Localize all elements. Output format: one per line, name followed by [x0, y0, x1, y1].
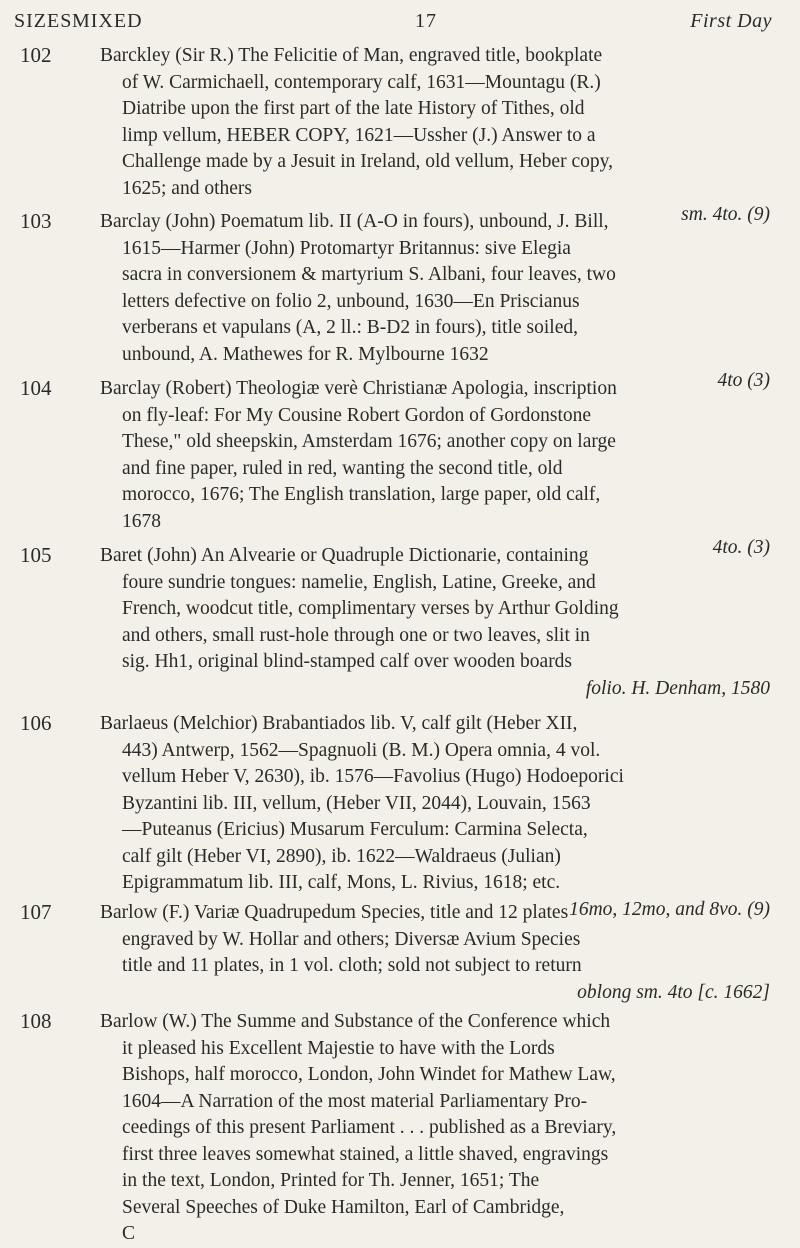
lot-number: 108: [20, 1009, 52, 1033]
lot-line: 1615—Harmer (John) Protomartyr Britannus: sive Elegia: [122, 237, 571, 259]
running-head: [14, 10, 772, 36]
lot-line: 16mo, 12mo, and 8vo. (9): [569, 898, 770, 920]
lot-line: 1604—A Narration of the most material Parliamentary Pro-: [122, 1090, 588, 1112]
lot-line: These," old sheepskin, Amsterdam 1676; another copy on large: [122, 431, 616, 452]
lot-line: Barckley (Sir R.) The Felicitie of Man, engraved title, bookplate: [100, 45, 603, 66]
lot-number: 104: [20, 376, 52, 400]
lot-line: sm. 4to. (9): [681, 204, 770, 225]
lot-line: verberans et vapulans (A, 2 ll.: B-D2 in fours), title soiled,: [122, 317, 578, 338]
lot-entry: [20, 900, 770, 1006]
running-head-sizes: SIZES: [14, 10, 73, 32]
lot-line: Epigrammatum lib. III, calf, Mons, L. Rivius, 1618; etc.: [122, 872, 561, 893]
lot-entry: [20, 1009, 770, 1248]
lot-line: Diatribe upon the first part of the late History of Tithes, old: [122, 98, 585, 119]
running-head-mixed: MIXED: [72, 10, 143, 32]
lot-entry: [20, 43, 770, 229]
lot-line: on fly-leaf: For My Cousine Robert Gordon of Gordonstone: [122, 404, 592, 426]
lot-line: Challenge made by a Jesuit in Ireland, old vellum, Heber copy,: [122, 151, 613, 172]
lot-line: 443) Antwerp, 1562—Spagnuoli (B. M.) Opera omnia, 4 vol.: [122, 739, 601, 761]
lot-entry: [20, 209, 770, 395]
lot-line: Barclay (Robert) Theologiæ verè Christianæ Apologia, inscription: [100, 378, 617, 399]
lot-line: foure sundrie tongues: namelie, English, Latine, Greeke, and: [122, 571, 596, 593]
running-head-day: First Day: [690, 10, 772, 32]
lot-line: calf gilt (Heber VI, 2890), ib. 1622—Waldraeus (Julian): [122, 845, 561, 867]
lot-line: first three leaves somewhat stained, a little shaved, engravings: [122, 1143, 609, 1165]
lot-line: Barclay (John) Poematum lib. II (A-O in fours), unbound, J. Bill,: [100, 211, 609, 232]
lot-line: ceedings of this present Parliament . . . published as a Breviary,: [122, 1117, 617, 1138]
lot-line: C: [122, 1223, 136, 1244]
lot-line: oblong sm. 4to [c. 1662]: [577, 981, 770, 1003]
page-number: 17: [415, 10, 437, 32]
lot-line: it pleased his Excellent Majestie to have with the Lords: [122, 1037, 555, 1059]
lot-description: [100, 900, 770, 1006]
lot-line: title and 11 plates, in 1 vol. cloth; sold not subject to return: [122, 955, 582, 976]
lot-line: —Puteanus (Ericius) Musarum Ferculum: Carmina Selecta,: [122, 819, 588, 840]
lot-number: 102: [20, 43, 52, 67]
lot-line: Byzantini lib. III, vellum, (Heber VII, 2044), Louvain, 1563: [122, 792, 591, 814]
lot-number: 106: [20, 711, 52, 735]
lot-description: [100, 43, 770, 229]
lot-description: [100, 711, 770, 923]
lot-line: Barlaeus (Melchior) Brabantiados lib. V, calf gilt (Heber XII,: [100, 713, 578, 734]
lot-line: letters defective on folio 2, unbound, 1630—En Priscianus: [122, 290, 580, 312]
lot-description: [100, 1009, 770, 1248]
lot-line: 1678: [122, 510, 161, 532]
lot-line: of W. Carmichaell, contemporary calf, 1631—Mountagu (R.): [122, 71, 601, 93]
lot-line: and others, small rust-hole through one or two leaves, slit in: [122, 624, 590, 646]
lot-line: Bishops, half morocco, London, John Windet for Mathew Law,: [122, 1064, 616, 1085]
lot-description: [100, 209, 770, 395]
lot-entry: [20, 711, 770, 923]
lot-description: [100, 376, 770, 562]
lot-line: morocco, 1676; The English translation, large paper, old calf,: [122, 484, 601, 505]
lot-number: 107: [20, 900, 52, 924]
lot-line: folio. H. Denham, 1580: [585, 677, 770, 699]
lot-line: Baret (John) An Alvearie or Quadruple Dictionarie, containing: [100, 545, 589, 566]
lot-line: Several Speeches of Duke Hamilton, Earl of Cambridge,: [122, 1196, 565, 1218]
lot-line: in the text, London, Printed for Th. Jenner, 1651; The: [122, 1170, 540, 1191]
lot-line: 4to (3): [717, 370, 770, 391]
lot-description: [100, 543, 770, 702]
lot-line: and fine paper, ruled in red, wanting the second title, old: [122, 457, 563, 479]
lot-line: vellum Heber V, 2630), ib. 1576—Favolius (Hugo) Hodoeporici: [122, 766, 624, 787]
lot-entry: [20, 376, 770, 562]
lot-line: 4to. (3): [712, 537, 770, 558]
lot-line: engraved by W. Hollar and others; Diversæ Avium Species: [122, 928, 581, 950]
lot-line: sacra in conversionem & martyrium S. Albani, four leaves, two: [122, 264, 616, 285]
lot-line: Barlow (W.) The Summe and Substance of the Conference which: [100, 1011, 611, 1032]
lot-number: 103: [20, 209, 52, 233]
lot-entry: [20, 543, 770, 702]
lot-line: 1625; and others: [122, 177, 252, 199]
lot-line: sig. Hh1, original blind-stamped calf over wooden boards: [122, 651, 573, 672]
lot-line: limp vellum, HEBER COPY, 1621—Ussher (J.) Answer to a: [122, 124, 596, 146]
lot-line: unbound, A. Mathewes for R. Mylbourne 1632: [122, 343, 489, 365]
lot-number: 105: [20, 543, 52, 567]
lot-line: French, woodcut title, complimentary verses by Arthur Golding: [122, 598, 619, 619]
lot-line: Barlow (F.) Variæ Quadrupedum Species, title and 12 plates: [100, 902, 569, 923]
